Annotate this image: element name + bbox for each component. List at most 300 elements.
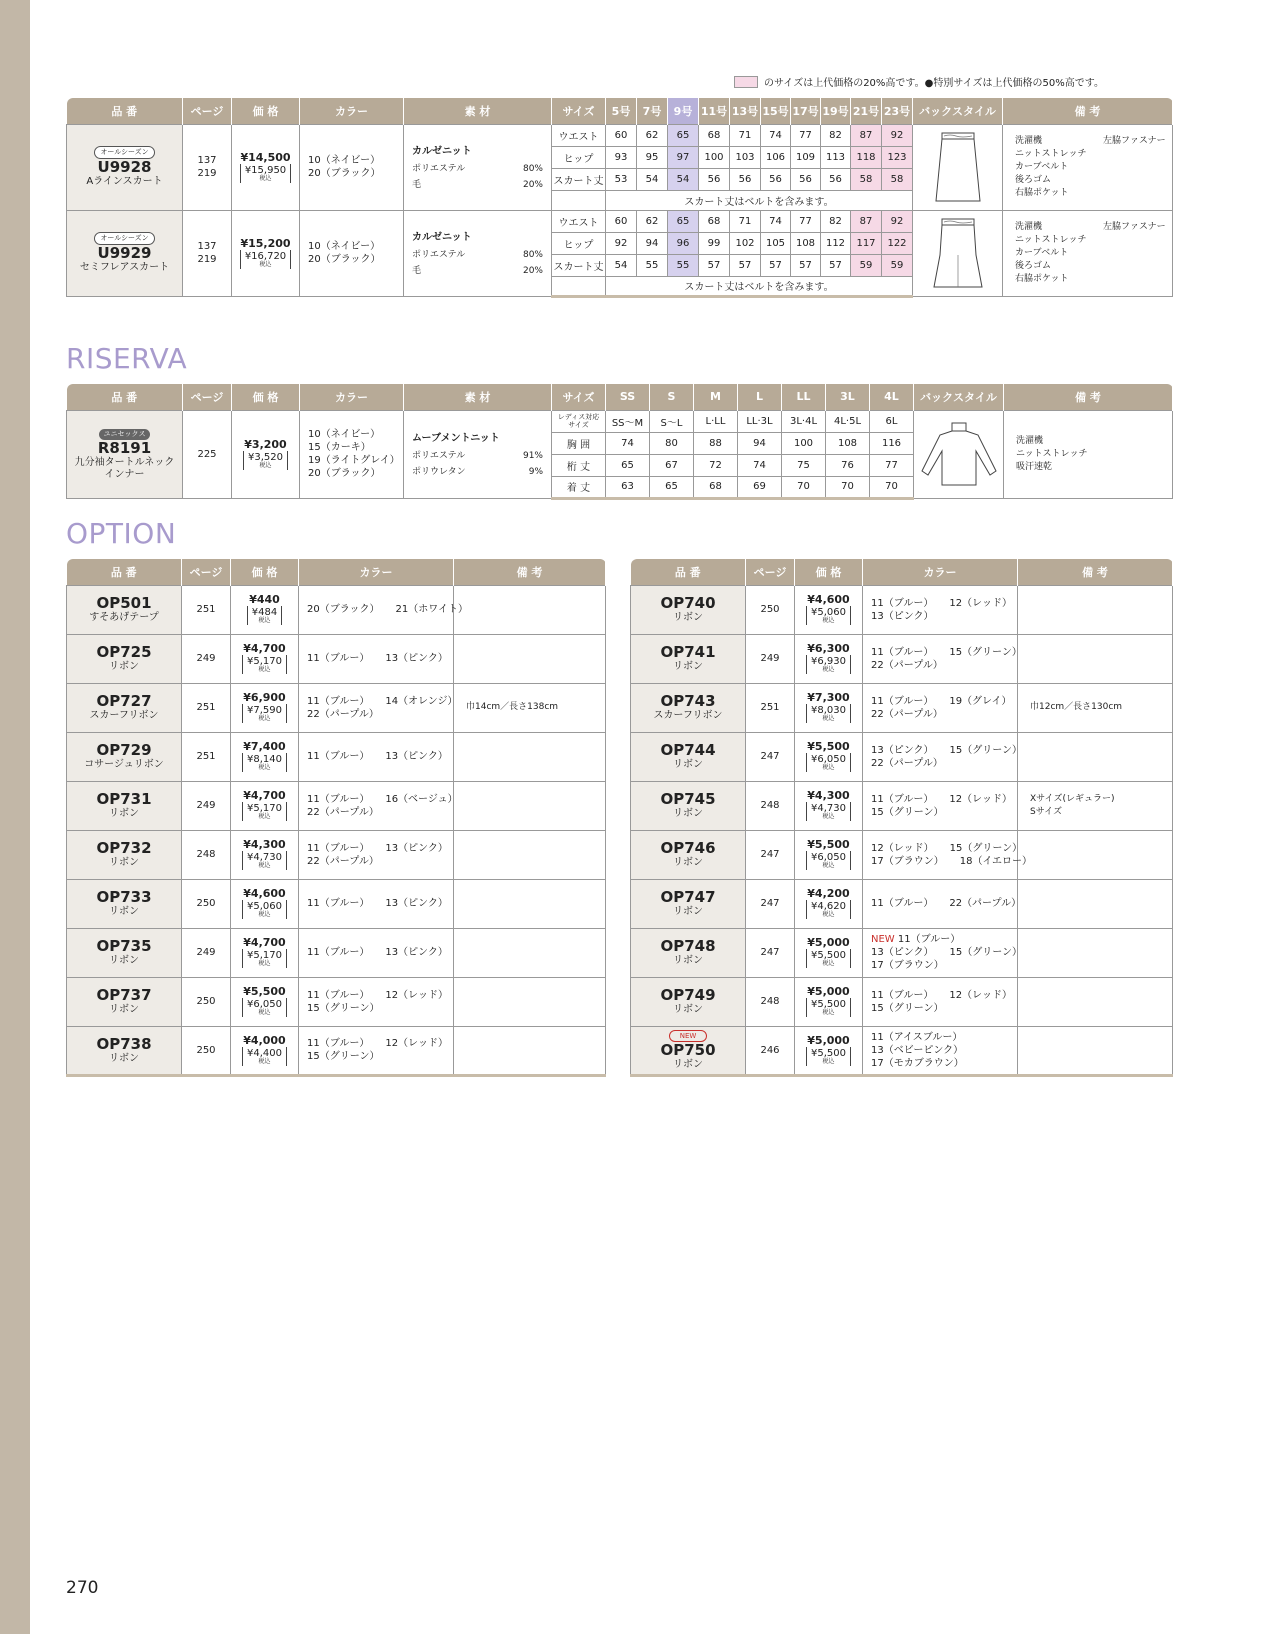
tax-label: 税込 (258, 813, 271, 820)
material-pct: 91% (522, 450, 543, 461)
remark: 洗濯機 (1016, 435, 1044, 446)
hdr-remarks: 備 考 (1004, 384, 1173, 410)
table-row (631, 1026, 1173, 1075)
color-option: 13（ピンク） (385, 947, 448, 958)
color-option: 22（パープル） (307, 806, 379, 818)
size-value: 54 (606, 254, 637, 276)
color-option: 11（ブルー） (897, 934, 961, 945)
product-code-cell (67, 928, 182, 977)
product-code: R8191 (97, 438, 152, 457)
color-cell (299, 928, 454, 977)
price-tax: ¥6,050 (811, 852, 846, 863)
table-row (67, 124, 1173, 146)
hdr-size-23: 23号 (882, 98, 913, 124)
product-name: コサージュリボン (84, 759, 164, 770)
price: ¥4,600 (807, 593, 850, 606)
hdr-price: 価 格 (231, 559, 299, 585)
color-option: 12（レッド） (949, 793, 1012, 805)
material-pct: 80% (522, 249, 543, 260)
a-line-skirt-back-icon (920, 129, 996, 205)
color-cell (299, 683, 458, 732)
color-option: 11（ブルー） (871, 989, 934, 1001)
size-value: 70 (826, 476, 870, 498)
price: ¥5,500 (807, 740, 850, 753)
hdr-size-ll: LL (782, 384, 826, 410)
color-option: 10（ネイビー） (308, 429, 381, 440)
color-cell (863, 879, 1022, 928)
tax-label: 税込 (258, 862, 271, 869)
hdr-size-5: 5号 (606, 98, 637, 124)
remarks-cell (1018, 732, 1173, 781)
size-value: 88 (694, 432, 738, 454)
product-name: セミフレアスカート (79, 262, 170, 273)
price-cell (231, 977, 299, 1026)
product-code-cell (67, 124, 183, 210)
size-value: 58 (882, 168, 913, 190)
color-cell (863, 732, 1023, 781)
page-cell: 225 (183, 410, 232, 498)
size-value: 69 (738, 476, 782, 498)
hdr-back: バックスタイル (913, 98, 1003, 124)
color-option: 19（グレイ） (949, 695, 1012, 707)
price-cell (231, 781, 299, 830)
size-value: 67 (650, 454, 694, 476)
color-option: 11（ブルー） (871, 793, 934, 805)
product-code: OP737 (96, 986, 152, 1004)
remarks-cell (454, 1026, 606, 1075)
hdr-size-4l: 4L (870, 384, 914, 410)
price: ¥6,900 (243, 691, 286, 704)
side-strip (0, 0, 30, 1634)
size-value: 112 (821, 232, 851, 254)
page-cell: 248 (746, 781, 795, 830)
size-value: 57 (821, 254, 851, 276)
product-code: OP731 (96, 790, 152, 808)
price-tax: ¥4,730 (247, 852, 282, 863)
product-name: スカーフリボン (653, 710, 723, 721)
color-cell (299, 977, 454, 1026)
price: ¥4,700 (243, 936, 286, 949)
price: ¥5,000 (807, 1033, 850, 1047)
color-cell (863, 781, 1018, 830)
color-option: 11（ブルー） (307, 842, 370, 854)
skirt-header-row (67, 98, 1173, 124)
table-row (631, 928, 1173, 977)
page-cell: 251 (746, 683, 795, 732)
price-cell (231, 585, 299, 634)
size-value: 60 (606, 210, 637, 232)
table-row (631, 585, 1173, 634)
price: ¥4,600 (243, 887, 286, 900)
price-tax: ¥5,060 (247, 901, 282, 912)
size-value: 74 (761, 210, 791, 232)
price: ¥4,300 (243, 838, 286, 851)
color-option: 13（ピンク） (385, 751, 448, 762)
remarks-cell (1018, 683, 1173, 732)
color-option: 10（ネイビー） (308, 155, 381, 166)
size-value: 56 (821, 168, 851, 190)
page-ref: 137 (197, 241, 217, 252)
color-option: 13（ピンク） (385, 653, 448, 664)
page-cell: 249 (182, 928, 231, 977)
table-row (67, 1026, 606, 1075)
hdr-back: バックスタイル (914, 384, 1004, 410)
size-value: 106 (761, 146, 791, 168)
size-value: 65 (606, 454, 650, 476)
price-tax: ¥8,030 (811, 705, 846, 716)
remarks-cell (454, 683, 606, 732)
tax-label: 税込 (822, 960, 835, 967)
color-option: 13（ピンク） (871, 744, 934, 756)
hdr-page: ページ (183, 98, 232, 124)
product-name: すそあげテープ (89, 612, 159, 623)
size-value: 76 (826, 454, 870, 476)
size-value: 113 (821, 146, 851, 168)
color-option: 22（パープル） (871, 659, 943, 671)
riserva-header-row (67, 384, 1173, 410)
size-value: 94 (637, 232, 668, 254)
color-cell (863, 585, 1018, 634)
size-value: 68 (694, 476, 738, 498)
price-tax: ¥5,060 (811, 607, 846, 618)
price: ¥5,000 (807, 985, 850, 998)
size-value: 58 (851, 168, 882, 190)
price: ¥15,200 (240, 236, 291, 250)
product-name: Aラインスカート (86, 176, 163, 187)
size-value: 105 (761, 232, 791, 254)
size-value: 55 (637, 254, 668, 276)
product-code-cell (631, 781, 746, 830)
size-value: 65 (668, 210, 699, 232)
size-value: 56 (761, 168, 791, 190)
hdr-color: カラー (300, 98, 404, 124)
tax-label: 税込 (258, 666, 271, 673)
size-value: 95 (637, 146, 668, 168)
hdr-remarks: 備 考 (1003, 98, 1173, 124)
size-value: 68 (699, 124, 730, 146)
remark: 巾12cm／長さ130cm (1030, 702, 1123, 712)
remarks-cell (454, 634, 606, 683)
remarks-cell (1018, 879, 1173, 928)
color-option: 13（ピンク） (871, 610, 934, 622)
material-cell (404, 410, 552, 498)
hdr-code: 品 番 (67, 98, 183, 124)
size-value: 77 (791, 124, 821, 146)
ladies-size: LL·3L (738, 410, 782, 432)
price-cell (232, 210, 300, 296)
product-code-cell (67, 410, 183, 498)
page-cell: 247 (746, 879, 795, 928)
tax-label: 税込 (258, 764, 271, 771)
remark: 後ろゴム (1015, 260, 1052, 271)
price-tax: ¥6,050 (811, 754, 846, 765)
size-notice-text: のサイズは上代価格の20%高です。●特別サイズは上代価格の50%高です。 (764, 78, 1104, 89)
table-row (67, 210, 1173, 232)
price-cell (231, 683, 299, 732)
page-cell: 251 (182, 585, 231, 634)
ladies-size: SS〜M (606, 410, 650, 432)
price-tax: ¥5,170 (247, 656, 282, 667)
table-row (67, 634, 606, 683)
product-code: U9928 (97, 158, 152, 176)
product-name: リボン (109, 1052, 139, 1064)
product-name: リボン (673, 1058, 703, 1070)
option-table-left (66, 559, 606, 1077)
remark: 後ろゴム (1015, 174, 1052, 185)
product-code: OP750 (660, 1040, 716, 1059)
remarks-cell (1018, 1026, 1173, 1075)
hdr-size-7: 7号 (637, 98, 668, 124)
remarks-cell (454, 732, 606, 781)
price: ¥4,700 (243, 789, 286, 802)
size-value: 93 (606, 146, 637, 168)
size-value: 77 (870, 454, 914, 476)
size-row-label: ウエスト (552, 210, 606, 232)
product-code: OP501 (96, 594, 152, 612)
size-value: 103 (730, 146, 761, 168)
color-cell (863, 683, 1018, 732)
product-code-cell (67, 210, 183, 296)
color-option: 12（レッド） (949, 989, 1012, 1001)
color-cell (299, 879, 454, 928)
hdr-size: サイズ (552, 384, 606, 410)
color-cell (300, 124, 404, 210)
page-cell: 251 (182, 732, 231, 781)
size-value: 57 (761, 254, 791, 276)
price-tax: ¥15,950 (244, 164, 287, 176)
hdr-color: カラー (299, 559, 454, 585)
product-code-cell (67, 634, 182, 683)
season-badge: オールシーズン (94, 146, 154, 159)
ladies-label-line: サイズ (568, 421, 589, 429)
table-row (67, 977, 606, 1026)
tax-label: 税込 (258, 911, 271, 918)
tax-label: 税込 (822, 1057, 835, 1065)
material-title: カルゼニット (412, 231, 472, 243)
size-value: 57 (699, 254, 730, 276)
size-value: 108 (826, 432, 870, 454)
product-code-cell (631, 634, 746, 683)
size-value: 68 (699, 210, 730, 232)
product-code: OP749 (660, 986, 716, 1004)
table-row (67, 732, 606, 781)
ladies-size: L·LL (694, 410, 738, 432)
price-cell (232, 410, 300, 498)
product-code-cell (631, 879, 746, 928)
back-style-cell (913, 210, 1003, 296)
remarks-cell (454, 928, 606, 977)
price-tax: ¥3,520 (248, 451, 283, 463)
remark: 右脇ポケット (1015, 273, 1069, 284)
color-cell (300, 210, 404, 296)
tax-label: 税込 (258, 1009, 271, 1016)
size-row-label: ウエスト (552, 124, 606, 146)
new-label: NEW (871, 934, 895, 945)
color-option: 22（パープル） (871, 757, 943, 769)
table-row (67, 683, 606, 732)
price-cell (231, 1026, 299, 1075)
hdr-page: ページ (746, 559, 795, 585)
hdr-size-11: 11号 (699, 98, 730, 124)
tax-label: 税込 (259, 260, 272, 268)
product-name: リボン (673, 857, 703, 868)
back-style-cell (913, 124, 1003, 210)
product-code-cell (631, 830, 746, 879)
color-option: 22（パープル） (307, 855, 379, 867)
page-cell: 249 (746, 634, 795, 683)
product-name: リボン (109, 1004, 139, 1015)
table-row (67, 585, 606, 634)
ladies-size: 3L·4L (782, 410, 826, 432)
material-pct: 20% (522, 179, 543, 190)
size-row-label: ヒップ (552, 232, 606, 254)
price-cell (795, 634, 863, 683)
hdr-size-19: 19号 (821, 98, 851, 124)
remark: カーブベルト (1015, 161, 1069, 172)
size-row-label: 胸 囲 (552, 432, 606, 454)
page-ref: 219 (197, 168, 217, 179)
hdr-size-s: S (650, 384, 694, 410)
hdr-material: 素 材 (404, 98, 552, 124)
remark: ニットストレッチ (1016, 448, 1088, 459)
price-tax: ¥8,140 (247, 754, 282, 765)
remark: ニットストレッチ (1015, 234, 1087, 245)
page-cell: 250 (182, 977, 231, 1026)
product-code-cell (631, 732, 746, 781)
price-cell (795, 879, 863, 928)
price-cell (231, 732, 299, 781)
product-code: OP743 (660, 692, 716, 710)
color-option: 20（ブラック） (308, 468, 381, 479)
price: ¥7,400 (243, 740, 286, 753)
remarks-cell (1018, 781, 1173, 830)
color-option: 15（グリーン） (307, 1002, 380, 1014)
remark: 巾14cm／長さ138cm (466, 702, 559, 712)
size-value: 74 (606, 432, 650, 454)
size-value: 71 (730, 124, 761, 146)
remark: 右脇ポケット (1015, 187, 1069, 198)
material-pct: 80% (522, 163, 543, 174)
hdr-size-17: 17号 (791, 98, 821, 124)
price: ¥5,000 (807, 936, 850, 949)
hdr-page: ページ (182, 559, 231, 585)
page-cell: 250 (746, 585, 795, 634)
price: ¥7,300 (807, 691, 850, 704)
size-row-label: スカート丈 (552, 254, 606, 276)
product-code-cell (67, 732, 182, 781)
tax-label: 税込 (822, 813, 835, 820)
size-value: 72 (694, 454, 738, 476)
material-name: ポリウレタン (412, 466, 466, 477)
color-option: 13（ピンク） (385, 898, 448, 909)
price: ¥4,000 (243, 1033, 286, 1047)
product-code: OP747 (660, 888, 716, 906)
price-tax: ¥6,930 (811, 656, 846, 667)
size-value: 65 (650, 476, 694, 498)
price-tax: ¥7,590 (247, 705, 282, 716)
remarks-cell (1018, 830, 1173, 879)
page-cell: 248 (746, 977, 795, 1026)
product-code-cell (631, 585, 746, 634)
color-cell (863, 634, 1022, 683)
table-row (67, 879, 606, 928)
size-value: 70 (870, 476, 914, 498)
material-pct: 20% (522, 265, 543, 276)
new-badge: NEW (669, 1030, 708, 1042)
color-option: 14（オレンジ） (385, 695, 458, 707)
price-tax: ¥5,500 (811, 950, 846, 961)
size-value: 100 (782, 432, 826, 454)
remark: Sサイズ (1030, 806, 1062, 817)
product-code: OP748 (660, 937, 716, 955)
price-cell (232, 124, 300, 210)
color-option: 11（ブルー） (307, 989, 370, 1001)
product-code: OP740 (660, 594, 716, 612)
product-code-cell (631, 683, 746, 732)
size-value: 102 (730, 232, 761, 254)
material-name: ポリエステル (412, 249, 466, 260)
hdr-price: 価 格 (232, 98, 300, 124)
color-cell (299, 634, 454, 683)
color-option: 13（ベビーピンク） (871, 1044, 964, 1056)
tax-label: 税込 (822, 1009, 835, 1016)
hdr-remarks: 備 考 (454, 559, 606, 585)
product-name: リボン (673, 955, 703, 966)
product-code: U9929 (97, 244, 152, 262)
page-cell (183, 210, 232, 296)
tax-label: 税込 (258, 1057, 271, 1065)
size-value: 122 (882, 232, 913, 254)
size-value: 116 (870, 432, 914, 454)
season-badge: オールシーズン (94, 232, 154, 245)
size-value: 65 (668, 124, 699, 146)
back-style-cell (914, 410, 1004, 498)
product-name: リボン (109, 906, 139, 917)
remarks-cell (454, 977, 606, 1026)
semi-flare-skirt-back-icon (920, 215, 996, 291)
remarks-cell (454, 830, 606, 879)
color-cell (299, 585, 468, 634)
size-row-label: 桁 丈 (552, 454, 606, 476)
size-value: 77 (791, 210, 821, 232)
color-option: 17（モカブラウン） (871, 1057, 964, 1069)
size-value: 70 (782, 476, 826, 498)
color-option: 12（レッド） (871, 842, 934, 854)
color-option: 11（ブルー） (307, 695, 370, 707)
page-cell: 249 (182, 781, 231, 830)
price: ¥5,500 (243, 985, 286, 998)
price-cell (795, 977, 863, 1026)
color-cell (299, 781, 458, 830)
tax-label: 税込 (258, 960, 271, 967)
color-option: 11（アイスブルー） (871, 1031, 963, 1043)
product-code-cell (67, 585, 182, 634)
size-value: 92 (882, 210, 913, 232)
price: ¥5,500 (807, 838, 850, 851)
size-value: 57 (791, 254, 821, 276)
product-name: リボン (109, 661, 139, 672)
product-code-cell (67, 879, 182, 928)
product-name: リボン (673, 906, 703, 917)
color-option: 12（レッド） (385, 1038, 448, 1049)
price: ¥14,500 (240, 150, 291, 164)
page-cell: 250 (182, 1026, 231, 1075)
product-name: リボン (673, 1004, 703, 1015)
product-code: OP729 (96, 741, 152, 759)
material-title: カルゼニット (412, 145, 472, 157)
color-option: 11（ブルー） (871, 646, 934, 658)
option-header-row (67, 559, 606, 585)
